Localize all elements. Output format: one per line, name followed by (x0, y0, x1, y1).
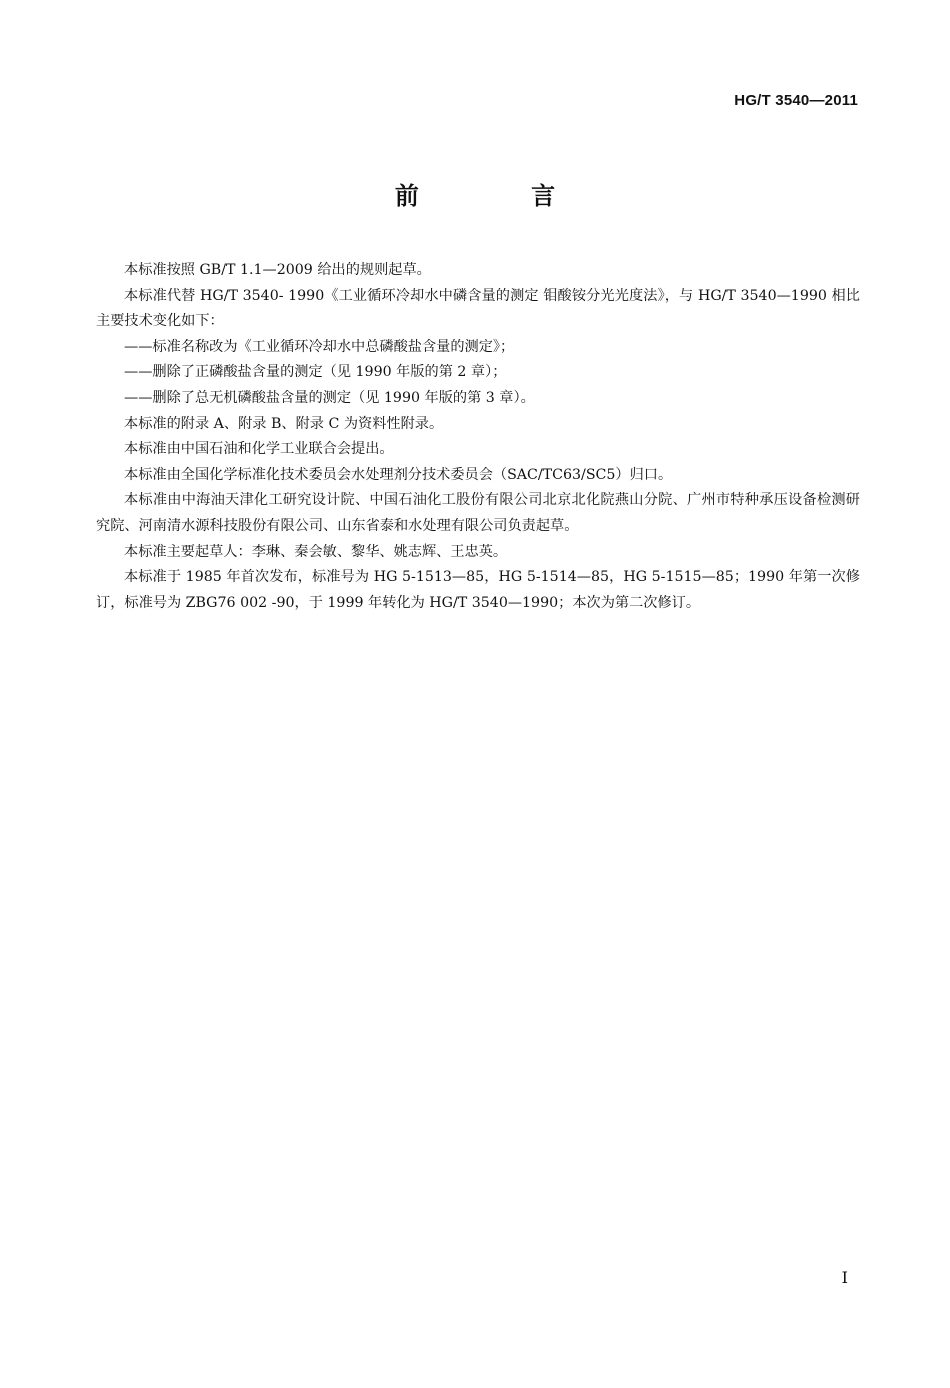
paragraph-drafting-rules: 本标准按照 GB/T 1.1—2009 给出的规则起草。 (124, 262, 431, 278)
paragraph-drafting-units: 本标准由中海油天津化工研究设计院、中国石油化工股份有限公司北京北化院燕山分院、广州市特种承压设备检测研究院、河南清水源科技股份有限公司、山东省泰和水处理有限公司负责起草。 (96, 492, 860, 534)
paragraph-centralized-by: 本标准由全国化学标准化技术委员会水处理剂分技术委员会（SAC/TC63/SC5）归口。 (124, 466, 673, 483)
paragraph-drafters: 本标准主要起草人：李琳、秦会敏、黎华、姚志辉、王忠英。 (124, 543, 508, 560)
page-number: I (841, 1268, 848, 1287)
paragraph-proposer: 本标准由中国石油和化学工业联合会提出。 (124, 441, 394, 458)
paragraph-history: 本标准于 1985 年首次发布，标准号为 HG 5-1513—85，HG 5-1514—85，HG 5-1515—85；1990 年第一次修订，标准号为 ZBG76 002 -90，于 1999 年转化为 HG/T 3540—1990；本次为第二次修订。 (96, 569, 860, 611)
paragraph-appendices: 本标准的附录 A、附录 B、附录 C 为资料性附录。 (124, 415, 444, 432)
list-item-inorganic-phosphate-removed: ——删除了总无机磷酸盐含量的测定（见 1990 年版的第 3 章）。 (124, 389, 535, 406)
foreword-body (96, 258, 860, 616)
page-title: 前 言 (394, 182, 608, 210)
standard-code: HG/T 3540—2011 (734, 92, 858, 109)
list-item-title-change: ——标准名称改为《工业循环冷却水中总磷酸盐含量的测定》； (124, 338, 515, 355)
list-item-orthophosphate-removed: ——删除了正磷酸盐含量的测定（见 1990 年版的第 2 章）； (124, 364, 507, 381)
paragraph-replacement: 本标准代替 HG/T 3540- 1990《工业循环冷却水中磷含量的测定 钼酸铵分光光度法》，与 HG/T 3540—1990 相比主要技术变化如下： (96, 287, 860, 330)
